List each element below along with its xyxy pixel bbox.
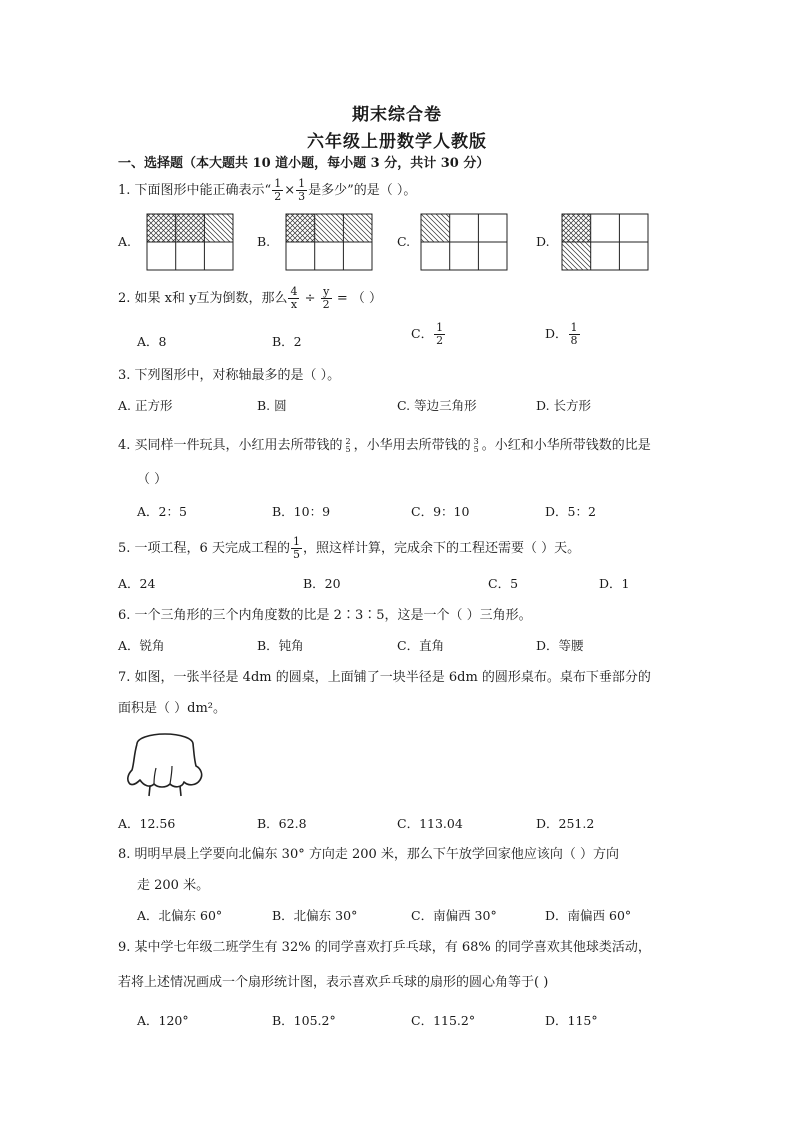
- q1-fraction-2: [296, 178, 307, 203]
- q8-option-d[interactable]: D．南偏西 60°: [545, 908, 632, 923]
- question-7-line-1: 7. 如图，一张半径是 4dm 的圆桌，上面铺了一块半径是 6dm 的圆形桌布。桌布下垂部分的: [118, 670, 651, 685]
- q3-option-a[interactable]: A. 正方形: [118, 398, 173, 413]
- question-9-line-2: 若将上述情况画成一个扇形统计图，表示喜欢乒乓球的扇形的圆心角等于( ): [118, 975, 549, 990]
- q4-f1-den: 5: [345, 444, 351, 454]
- q4-part2: ，小华用去所带钱的: [353, 438, 471, 453]
- q7-option-d[interactable]: D．251.2: [536, 816, 595, 831]
- q4-option-d[interactable]: D．5：2: [545, 504, 596, 519]
- q8-option-a[interactable]: A．北偏东 60°: [137, 908, 223, 923]
- q2-fraction-2: [321, 286, 332, 311]
- q4-fraction-1: [344, 438, 353, 454]
- question-7-line-2: 面积是（ ）dm²。: [118, 701, 226, 716]
- q1-f1-num: 1: [274, 177, 282, 190]
- q2-d-den: 8: [570, 334, 578, 347]
- q5-option-b[interactable]: B．20: [303, 576, 341, 591]
- q1-f1-den: 2: [274, 190, 282, 203]
- q8-option-b[interactable]: B．北偏东 30°: [272, 908, 358, 923]
- question-9-line-1: 9. 某中学七年级二班学生有 32% 的同学喜欢打乒乓球，有 68% 的同学喜欢其他球类活动，: [118, 940, 651, 955]
- question-6: 6. 一个三角形的三个内角度数的比是 2∶3∶5，这是一个（ ）三角形。: [118, 608, 532, 623]
- q1-f2-num: 1: [298, 177, 306, 190]
- q4-f2-den: 5: [473, 444, 479, 454]
- q1-times: ×: [284, 183, 296, 198]
- q1-grid-a: [146, 213, 234, 271]
- q4-f1-num: 2: [345, 436, 351, 446]
- q6-option-b[interactable]: B．钝角: [257, 638, 304, 653]
- q5-prefix: 5. 一项工程，6 天完成工程的: [118, 541, 290, 556]
- q5-option-a[interactable]: A．24: [118, 576, 156, 591]
- question-8-line-1: 8. 明明早晨上学要向北偏东 30° 方向走 200 米，那么下午放学回家他应该向（ ）方向: [118, 847, 620, 862]
- q1-label-a: A.: [118, 234, 132, 249]
- q3-option-b[interactable]: B. 圆: [257, 398, 287, 413]
- q4-f2-num: 3: [473, 436, 479, 446]
- q2-option-d[interactable]: [545, 322, 581, 347]
- question-4: [118, 434, 651, 454]
- q1-label-c: C.: [397, 234, 411, 249]
- section-heading: 一、选择题（本大题共 10 道小题，每小题 3 分，共计 30 分）: [118, 156, 490, 171]
- q4-option-a[interactable]: A．2：5: [137, 504, 187, 519]
- q2-option-c-fraction: [434, 322, 445, 347]
- q2-f1-num: 4: [290, 285, 298, 298]
- q6-option-a[interactable]: A．锐角: [118, 638, 165, 653]
- q5-num: 1: [292, 535, 300, 548]
- q2-option-a[interactable]: A．8: [137, 334, 167, 349]
- q9-option-a[interactable]: A．120°: [137, 1013, 189, 1028]
- page-title: 期末综合卷: [352, 105, 442, 125]
- q9-option-b[interactable]: B．105.2°: [272, 1013, 336, 1028]
- q4-blank: （ ）: [137, 472, 168, 487]
- q6-option-c[interactable]: C．直角: [397, 638, 445, 653]
- tablecloth-illustration: [122, 730, 206, 804]
- q4-option-c[interactable]: C．9：10: [411, 504, 470, 519]
- q5-fraction: [291, 536, 302, 561]
- q2-option-c[interactable]: [411, 322, 446, 347]
- q5-option-c[interactable]: C．5: [488, 576, 519, 591]
- q9-option-d[interactable]: D．115°: [545, 1013, 598, 1028]
- q1-label-d: D.: [536, 234, 550, 249]
- q9-option-c[interactable]: C．115.2°: [411, 1013, 476, 1028]
- question-2: [118, 286, 382, 311]
- q2-f2-den: 2: [322, 298, 330, 311]
- q2-prefix: 2. 如果 x和 y互为倒数，那么: [118, 291, 288, 306]
- q8-option-c[interactable]: C．南偏西 30°: [411, 908, 497, 923]
- q1-grid-c: [420, 213, 508, 271]
- q1-suffix: 是多少”的是（ ）。: [308, 183, 417, 198]
- q4-option-b[interactable]: B．10：9: [272, 504, 331, 519]
- q7-option-b[interactable]: B．62.8: [257, 816, 307, 831]
- q7-option-a[interactable]: A．12.56: [118, 816, 176, 831]
- question-3: 3. 下列图形中，对称轴最多的是（ ）。: [118, 368, 341, 383]
- q4-part1: 4. 买同样一件玩具，小红用去所带钱的: [118, 438, 343, 453]
- q1-grid-d: [561, 213, 649, 271]
- q2-fraction-1: [288, 286, 299, 311]
- q5-suffix: ，照这样计算，完成余下的工程还需要（ ）天。: [302, 541, 581, 556]
- q4-fraction-2: [472, 438, 481, 454]
- question-5: [118, 536, 580, 561]
- q2-c-den: 2: [436, 334, 444, 347]
- q1-label-b: B.: [257, 234, 271, 249]
- q1-grid-b: [285, 213, 373, 271]
- q1-fraction-1: [272, 178, 283, 203]
- q2-option-c-label: C．: [411, 326, 434, 341]
- q2-option-d-label: D．: [545, 326, 568, 341]
- q2-d-num: 1: [570, 321, 578, 334]
- q5-option-d[interactable]: D．1: [599, 576, 630, 591]
- q6-option-d[interactable]: D．等腰: [536, 638, 584, 653]
- q3-option-d[interactable]: D. 长方形: [536, 398, 592, 413]
- q2-suffix: = （ ）: [336, 291, 382, 306]
- q2-option-b[interactable]: B．2: [272, 334, 302, 349]
- q2-f1-den: x: [290, 298, 298, 311]
- q2-div: ÷: [304, 291, 316, 306]
- q2-f2-num: y: [321, 286, 332, 299]
- q4-part3: 。小红和小华所带钱数的比是: [481, 438, 651, 453]
- question-8-line-2: 走 200 米。: [137, 878, 210, 893]
- q2-c-num: 1: [436, 321, 444, 334]
- question-1: [118, 178, 416, 203]
- q3-option-c[interactable]: C. 等边三角形: [397, 398, 477, 413]
- q2-option-d-fraction: [569, 322, 580, 347]
- q5-den: 5: [292, 548, 300, 561]
- q1-prefix: 1. 下面图形中能正确表示“: [118, 183, 272, 198]
- page-subtitle: 六年级上册数学人教版: [307, 132, 487, 152]
- q7-option-c[interactable]: C．113.04: [397, 816, 463, 831]
- q1-f2-den: 3: [298, 190, 306, 203]
